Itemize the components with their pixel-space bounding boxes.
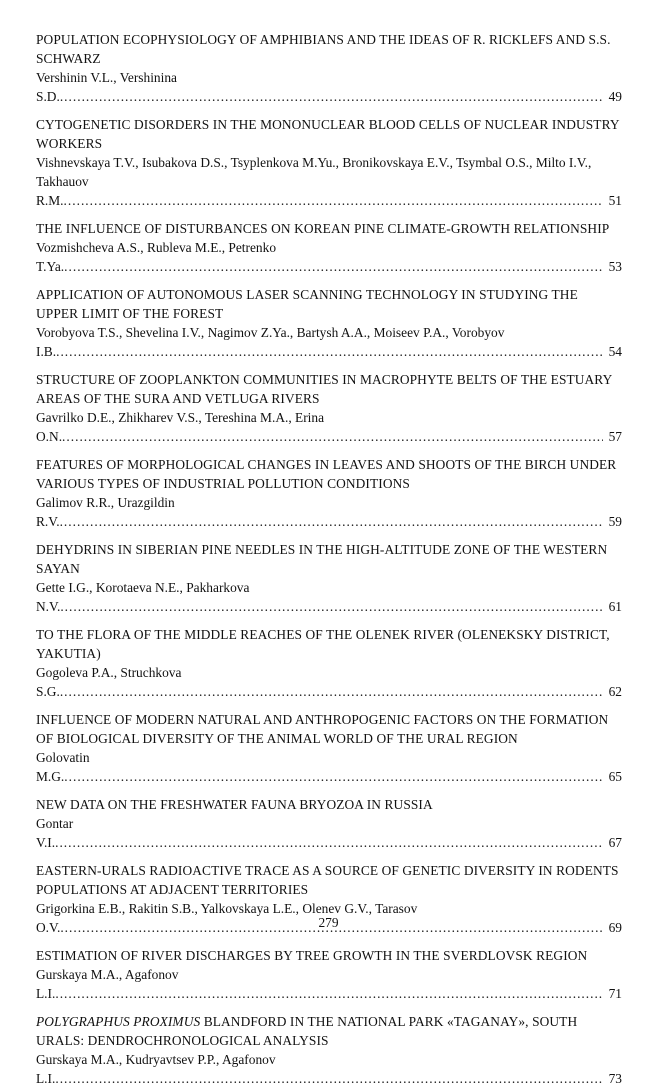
entry-title: NEW DATA ON THE FRESHWATER FAUNA BRYOZOA IN RUSSIA xyxy=(36,797,433,812)
entry-page-number: 57 xyxy=(603,427,622,446)
toc-entry xyxy=(36,946,622,1003)
entry-authors: Vishnevskaya T.V., Isubakova D.S., Tsyplenkova M.Yu., Bronikovskaya E.V., Tsymbal O.S., Milto I.V., Takhauov R.M. xyxy=(36,155,592,208)
entry-page-number: 69 xyxy=(603,918,622,937)
entry-authors-line xyxy=(36,814,622,852)
entry-authors: Vozmishcheva A.S., Rubleva M.E., Petrenko T.Ya. xyxy=(36,240,277,274)
entry-title: ESTIMATION OF RIVER DISCHARGES BY TREE GROWTH IN THE SVERDLOVSK REGION xyxy=(36,948,588,963)
entry-title: FEATURES OF MORPHOLOGICAL CHANGES IN LEAVES AND SHOOTS OF THE BIRCH UNDER VARIOUS TYPES OF INDUSTRIAL POLLUTION CONDITIONS xyxy=(36,457,617,491)
dot-leader xyxy=(56,344,622,359)
entry-title: DEHYDRINS IN SIBERIAN PINE NEEDLES IN THE HIGH-ALTITUDE ZONE OF THE WESTERN SAYAN xyxy=(36,542,608,576)
entry-authors-line xyxy=(36,578,622,616)
page-footer-number: 279 xyxy=(318,915,339,930)
entry-authors: Vershinin V.L., Vershinina S.D. xyxy=(36,70,177,104)
entry-title: EASTERN-URALS RADIOACTIVE TRACE AS A SOURCE OF GENETIC DIVERSITY IN RODENTS POPULATIONS AT ADJACENT TERRITORIES xyxy=(36,863,619,897)
entry-authors-line xyxy=(36,663,622,701)
entry-page-number: 67 xyxy=(603,833,622,852)
dot-leader xyxy=(60,684,622,699)
entry-authors: Vorobyova T.S., Shevelina I.V., Nagimov Z.Ya., Bartysh A.A., Moiseev P.A., Vorobyov I.B. xyxy=(36,325,505,359)
entry-authors: Galimov R.R., Urazgildin R.V. xyxy=(36,495,175,529)
entry-authors-line xyxy=(36,1050,622,1088)
entry-title: INFLUENCE OF MODERN NATURAL AND ANTHROPOGENIC FACTORS ON THE FORMATION OF BIOLOGICAL DIVERSITY OF THE ANIMAL WORLD OF THE URAL REGION xyxy=(36,712,609,746)
dot-leader xyxy=(62,429,622,444)
toc-entry xyxy=(36,710,622,786)
entry-authors-line xyxy=(36,493,622,531)
entry-authors-line xyxy=(36,68,622,106)
toc-entry xyxy=(36,795,622,852)
toc-entry xyxy=(36,219,622,276)
entry-title: POPULATION ECOPHYSIOLOGY OF AMPHIBIANS AND THE IDEAS OF R. RICKLEFS AND S.S. SCHWARZ xyxy=(36,32,611,66)
entry-authors-line xyxy=(36,153,622,210)
toc-entry xyxy=(36,540,622,616)
entry-page-number: 49 xyxy=(603,87,622,106)
dot-leader xyxy=(60,514,622,529)
entry-authors: Gurskaya M.A., Agafonov L.I. xyxy=(36,967,179,1001)
dot-leader xyxy=(55,835,622,850)
dot-leader xyxy=(64,193,622,208)
toc-entry xyxy=(36,1012,622,1088)
entry-authors-line xyxy=(36,748,622,786)
entry-authors: Grigorkina E.B., Rakitin S.B., Yalkovskaya L.E., Olenev G.V., Tarasov O.V. xyxy=(36,901,418,935)
entry-authors: Gogoleva P.A., Struchkova S.G. xyxy=(36,665,182,699)
toc-entry xyxy=(36,115,622,210)
entry-title-rest: BLANDFORD IN THE NATIONAL PARK «TAGANAY», SOUTH URALS: DENDROCHRONOLOGICAL ANALYSIS xyxy=(36,1014,578,1048)
entry-title xyxy=(36,1012,622,1050)
entry-title: THE INFLUENCE OF DISTURBANCES ON KOREAN PINE CLIMATE-GROWTH RELATIONSHIP xyxy=(36,221,610,236)
entry-page-number: 71 xyxy=(603,984,622,1003)
entry-authors-line xyxy=(36,965,622,1003)
entry-page-number: 62 xyxy=(603,682,622,701)
entry-authors: Gavrilko D.E., Zhikharev V.S., Tereshina M.A., Erina O.N. xyxy=(36,410,325,444)
entry-authors-line xyxy=(36,323,622,361)
dot-leader xyxy=(60,599,622,614)
dot-leader xyxy=(64,769,622,784)
entry-title: CYTOGENETIC DISORDERS IN THE MONONUCLEAR BLOOD CELLS OF NUCLEAR INDUSTRY WORKERS xyxy=(36,117,620,151)
entry-authors: Gurskaya M.A., Kudryavtsev P.P., Agafonov L.I. xyxy=(36,1052,276,1086)
entry-page-number: 61 xyxy=(603,597,622,616)
entry-page-number: 59 xyxy=(603,512,622,531)
entry-authors: Gette I.G., Korotaeva N.E., Pakharkova N.V. xyxy=(36,580,250,614)
entry-page-number: 65 xyxy=(603,767,622,786)
entry-authors: Golovatin M.G. xyxy=(36,750,90,784)
entry-page-number: 51 xyxy=(603,191,622,210)
dot-leader xyxy=(64,259,622,274)
entry-authors-line xyxy=(36,238,622,276)
toc-entry xyxy=(36,285,622,361)
entry-title: TO THE FLORA OF THE MIDDLE REACHES OF THE OLENEK RIVER (OLENEKSKY DISTRICT, YAKUTIA) xyxy=(36,627,610,661)
dot-leader xyxy=(55,986,622,1001)
entry-authors: Gontar V.I. xyxy=(36,816,74,850)
toc-entry xyxy=(36,370,622,446)
toc-entry xyxy=(36,625,622,701)
entry-authors-line xyxy=(36,408,622,446)
entry-page-number: 73 xyxy=(603,1069,622,1088)
entry-page-number: 54 xyxy=(603,342,622,361)
entry-title: STRUCTURE OF ZOOPLANKTON COMMUNITIES IN MACROPHYTE BELTS OF THE ESTUARY AREAS OF THE SURA AND VETLUGA RIVERS xyxy=(36,372,612,406)
toc-entry xyxy=(36,30,622,106)
dot-leader xyxy=(60,89,622,104)
entry-page-number: 53 xyxy=(603,257,622,276)
entry-title-species-name: POLYGRAPHUS PROXIMUS xyxy=(36,1014,201,1029)
entry-title: APPLICATION OF AUTONOMOUS LASER SCANNING TECHNOLOGY IN STUDYING THE UPPER LIMIT OF THE FOREST xyxy=(36,287,578,321)
toc-entry xyxy=(36,455,622,531)
dot-leader xyxy=(55,1071,622,1086)
